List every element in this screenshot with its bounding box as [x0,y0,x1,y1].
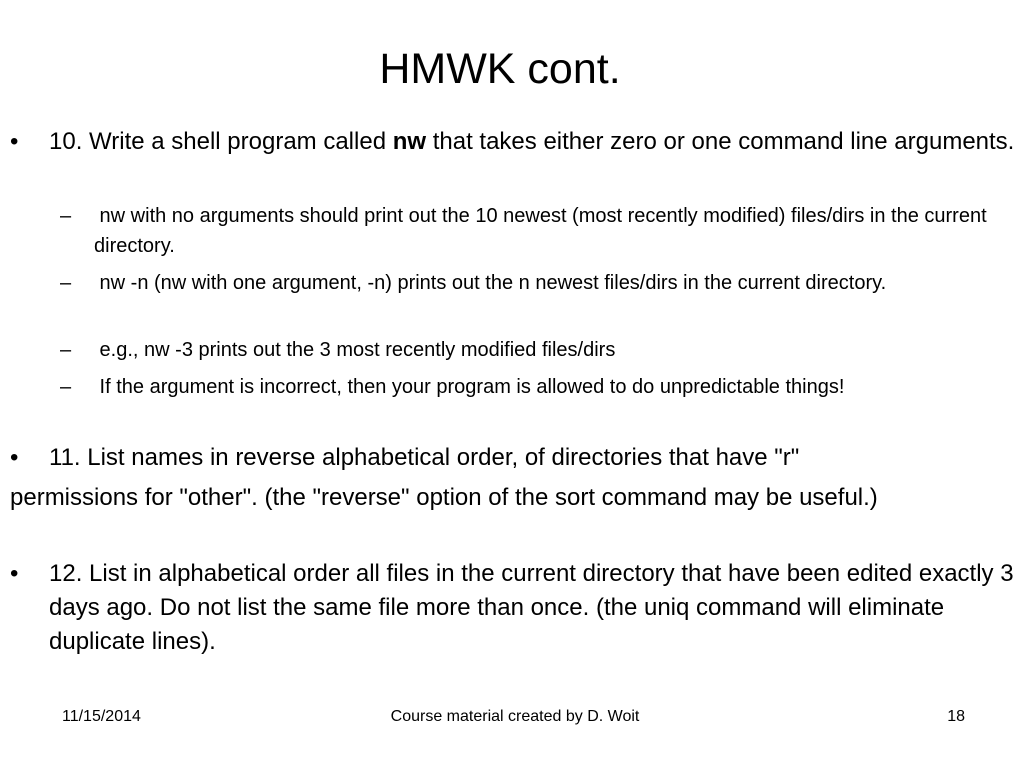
dash-marker: – [60,339,72,361]
sub-bullet-item [60,268,1024,298]
sub-bullet-text: e.g., nw -3 prints out the 3 most recently modified files/dirs [94,339,616,361]
sub-bullet-item [60,372,1024,402]
bullet-item-11 [10,441,1024,475]
footer-date: 11/15/2014 [62,708,141,725]
bullet-text: 10. Write a shell program called [49,128,393,155]
footer-credit: Course material created by D. Woit [390,708,640,725]
bullet-item-10 [10,125,1024,159]
bullet-text: 12. List in alphabetical order all files in the current directory that have been edited exactly 3 days ago. Do not list the same file more than once. (the uniq command will eliminate duplicate lines). [49,560,1014,655]
bullet-text: 11. List names in reverse alphabetical order, of directories that have "r" [49,444,800,471]
sub-bullet-text: nw -n (nw with one argument, -n) prints out the n newest files/dirs in the current directory. [94,272,887,294]
bullet-marker: • [10,128,19,155]
sub-bullet-item [60,335,1024,365]
slide-title: HMWK cont. [379,45,621,93]
sub-bullet-text: If the argument is incorrect, then your program is allowed to do unpredictable things! [94,376,845,398]
bullet-marker: • [10,444,19,471]
bullet-marker: • [10,560,19,587]
bullet-text: that takes either zero or one command line arguments. [426,128,1015,155]
footer-page-number: 18 [947,708,965,725]
bullet-continuation: permissions for "other". (the "reverse" option of the sort command may be useful.) [10,484,878,511]
dash-marker: – [60,272,72,294]
sub-bullet-text: nw with no arguments should print out the 10 newest (most recently modified) files/dirs in the current directory. [94,205,987,257]
bullet-bold-term: nw [392,128,427,155]
dash-marker: – [60,376,72,398]
sub-bullet-item [60,201,1024,261]
bullet-item-12 [10,557,1024,659]
dash-marker: – [60,205,72,227]
